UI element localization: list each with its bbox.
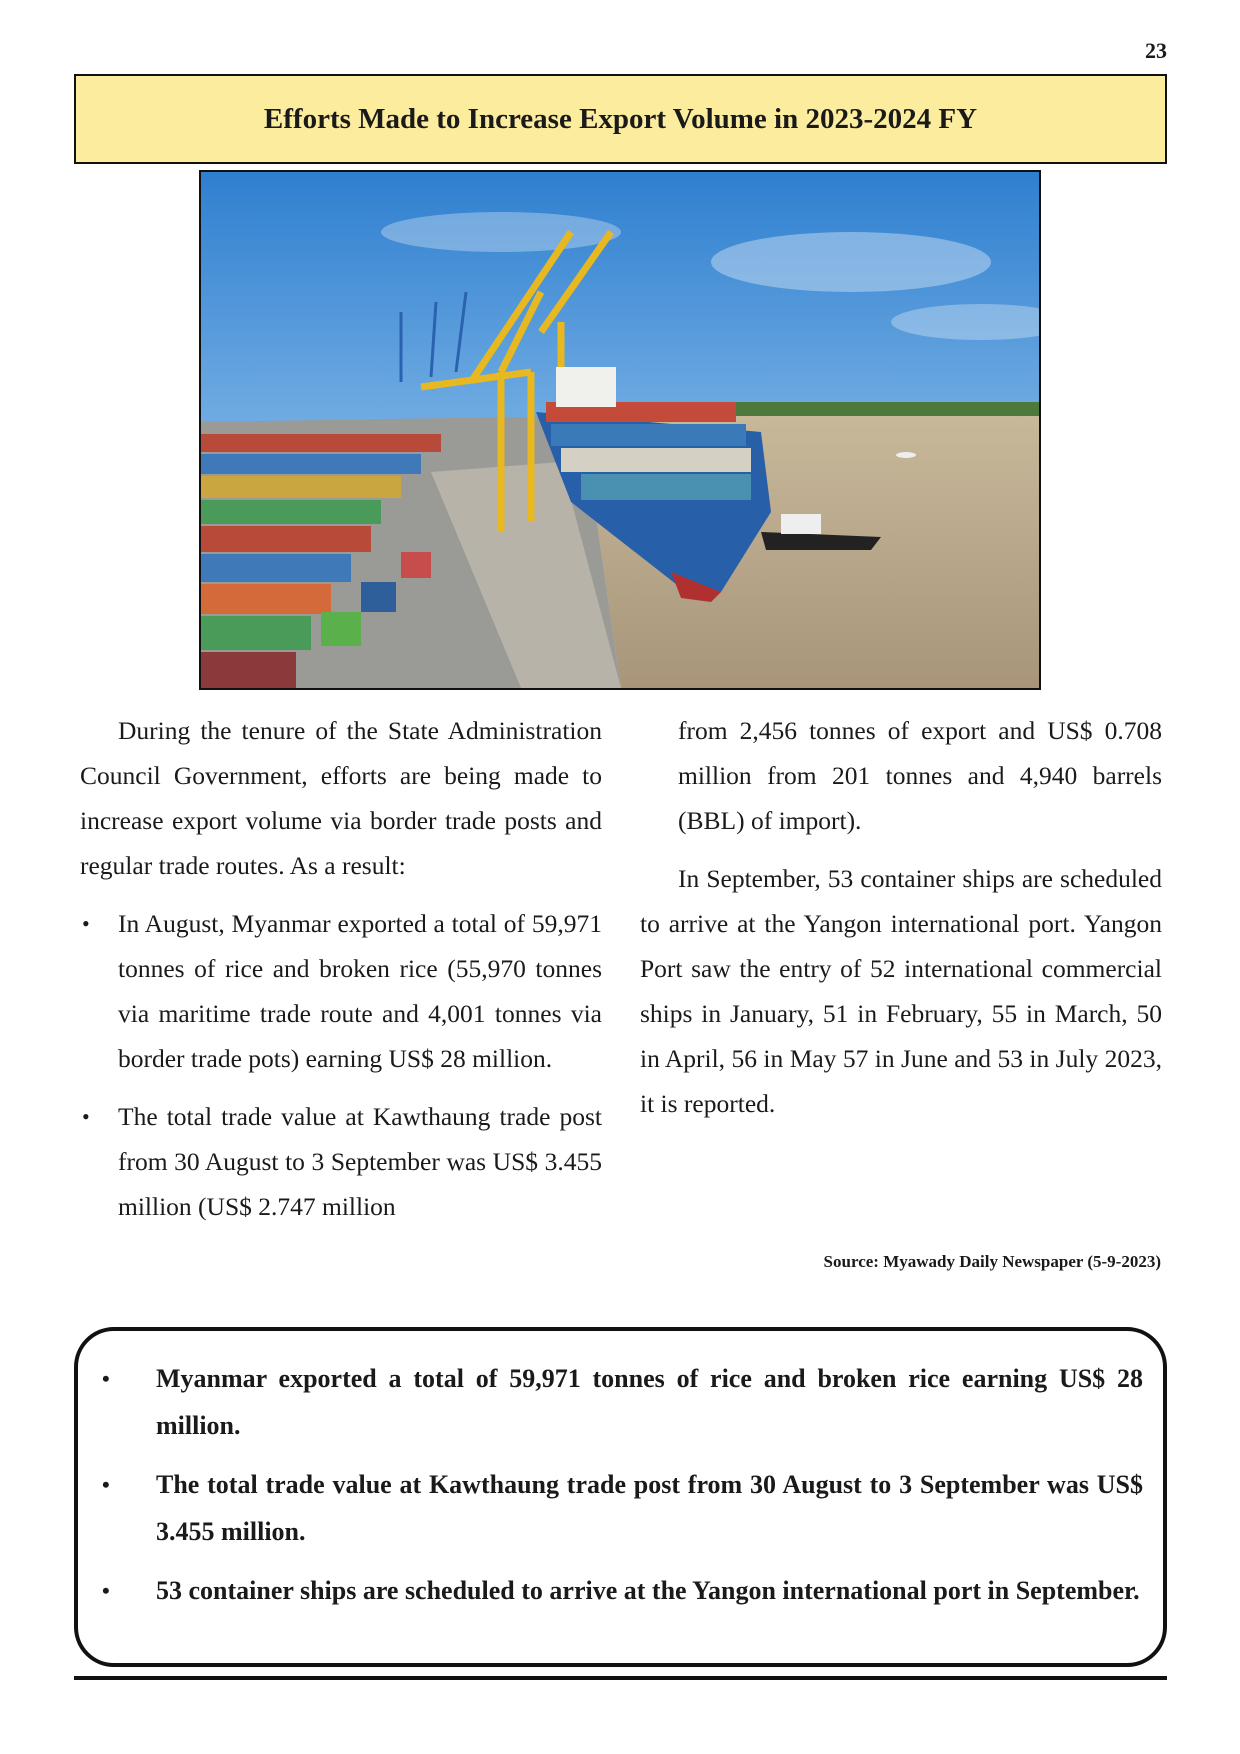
bullet-icon: • [102, 1366, 110, 1391]
title-banner [74, 74, 1167, 164]
list-item [98, 1355, 1143, 1449]
bullet-icon: • [82, 1104, 90, 1129]
left-column [80, 708, 602, 1229]
port-photo [199, 170, 1041, 690]
summary-text: The total trade value at Kawthaung trade post from 30 August to 3 September was US$ 3.455 million. [156, 1470, 1143, 1546]
summary-box [74, 1327, 1167, 1667]
list-item [98, 1567, 1143, 1614]
container-port-illustration [201, 172, 1039, 688]
bullet-icon: • [102, 1578, 110, 1603]
page-title: Efforts Made to Increase Export Volume in 2023-2024 FY [263, 102, 978, 135]
bullet-icon: • [82, 911, 90, 936]
bottom-divider [74, 1676, 1167, 1680]
page-number: 23 [1145, 38, 1167, 63]
bullet-text: In August, Myanmar exported a total of 59,971 tonnes of rice and broken rice (55,970 tonnes via maritime trade route and 4,001 tonnes via border trade pots) earning US$ 28 million. [118, 909, 602, 1073]
list-item [98, 1461, 1143, 1555]
summary-text: 53 container ships are scheduled to arrive at the Yangon international port in September. [156, 1576, 1140, 1605]
list-item [80, 1094, 602, 1229]
ships-paragraph: In September, 53 container ships are scheduled to arrive at the Yangon international port. Yangon Port saw the entry of 52 international commercial ships in January, 51 in February, 55 in March, 50 in April, 56 in May 57 in June and 53 in July 2023, it is reported. [640, 864, 1162, 1118]
intro-paragraph: During the tenure of the State Administration Council Government, efforts are being made to increase export volume via border trade posts and regular trade routes. As a result: [80, 716, 602, 880]
bullet-icon: • [102, 1472, 110, 1497]
bullet-text: The total trade value at Kawthaung trade post from 30 August to 3 September was US$ 3.455 million (US$ 2.747 million [118, 1102, 602, 1221]
list-item [80, 901, 602, 1081]
continuation-paragraph: from 2,456 tonnes of export and US$ 0.708 million from 201 tonnes and 4,940 barrels (BBL) of import). [678, 716, 1162, 835]
source-citation: Source: Myawady Daily Newspaper (5-9-2023) [823, 1252, 1161, 1271]
right-column [640, 708, 1162, 1126]
summary-text: Myanmar exported a total of 59,971 tonnes of rice and broken rice earning US$ 28 million. [156, 1364, 1143, 1440]
